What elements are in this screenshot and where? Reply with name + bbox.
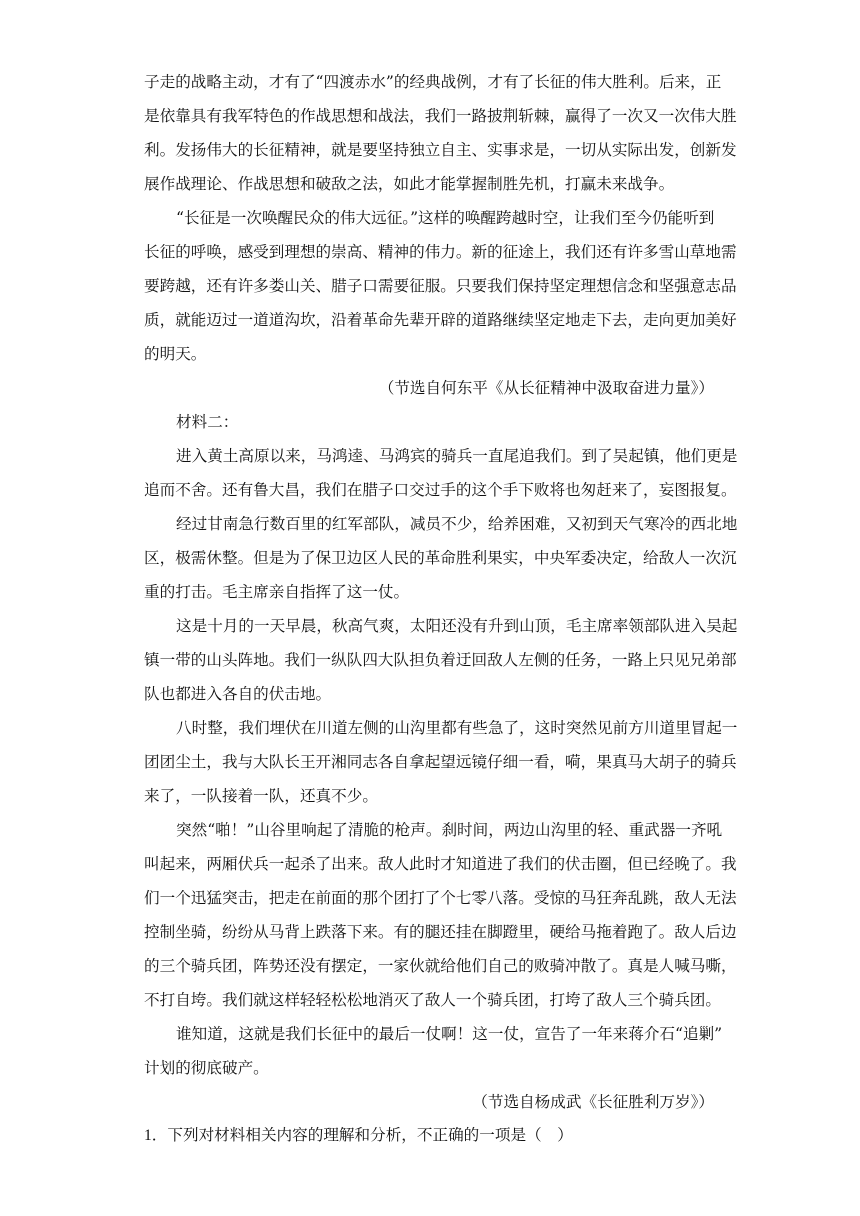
text-line: 队也都进入各自的伏击地。 bbox=[144, 685, 332, 703]
text-line: 谁知道，这就是我们长征中的最后一仗啊！这一仗，宣告了一年来蒋介石“追剿” bbox=[176, 1025, 723, 1043]
text-line: 追而不舍。还有鲁大昌，我们在腊子口交过手的这个手下败将也匆赶来了，妄图报复。 bbox=[144, 481, 737, 499]
text-line: 重的打击。毛主席亲自指挥了这一仗。 bbox=[144, 583, 410, 601]
text-line: 的明天。 bbox=[144, 345, 207, 363]
text-line: 们一个迅猛突击，把走在前面的那个团打了个七零八落。受惊的马狂奔乱跳，敌人无法 bbox=[144, 889, 737, 907]
text-line: 子走的战略主动，才有了“四渡赤水”的经典战例，才有了长征的伟大胜利。后来，正 bbox=[144, 73, 722, 91]
text-line: 八时整，我们埋伏在川道左侧的山沟里都有些急了，这时突然见前方川道里冒起一 bbox=[176, 719, 738, 737]
text-line: 利。发扬伟大的长征精神，就是要坚持独立自主、实事求是，一切从实际出发，创新发 bbox=[144, 141, 737, 159]
text-line: 不打自垮。我们就这样轻轻松松地消灭了敌人一个骑兵团，打垮了敌人三个骑兵团。 bbox=[144, 991, 721, 1009]
text-line: 控制坐骑，纷纷从马背上跌落下来。有的腿还挂在脚蹬里，硬给马拖着跑了。敌人后边 bbox=[144, 923, 737, 941]
text-line: “长征是一次唤醒民众的伟大远征。”这样的唤醒跨越时空，让我们至今仍能听到 bbox=[176, 209, 715, 227]
source-citation: （节选自杨成武《长征胜利万岁》） bbox=[472, 1093, 714, 1111]
text-line: 区，极需休整。但是为了保卫边区人民的革命胜利果实，中央军委决定，给敌人一次沉 bbox=[144, 549, 737, 567]
text-line: 计划的彻底破产。 bbox=[144, 1059, 269, 1077]
text-line: 质，就能迈过一道道沟坎，沿着革命先辈开辟的道路继续坚定地走下去，走向更加美好 bbox=[144, 311, 737, 329]
text-line: 展作战理论、作战思想和破敌之法，如此才能掌握制胜先机，打赢未来战争。 bbox=[144, 175, 675, 193]
text-line: 进入黄土高原以来，马鸿逵、马鸿宾的骑兵一直尾追我们。到了吴起镇，他们更是 bbox=[176, 447, 738, 465]
text-line: 经过甘南急行数百里的红军部队，减员不少，给养困难，又初到天气寒冷的西北地 bbox=[176, 515, 738, 533]
text-line: 这是十月的一天早晨，秋高气爽，太阳还没有升到山顶，毛主席率领部队进入吴起 bbox=[176, 617, 738, 635]
text-line: 是依靠具有我军特色的作战思想和战法，我们一路披荆斩棘，赢得了一次又一次伟大胜 bbox=[144, 107, 737, 125]
text-line: 突然“啪！”山谷里响起了清脆的枪声。刹时间，两边山沟里的轻、重武器一齐吼 bbox=[176, 821, 723, 839]
text-line: 叫起来，两厢伏兵一起杀了出来。敌人此时才知道进了我们的伏击圈，但已经晚了。我 bbox=[144, 855, 737, 873]
section-heading: 材料二： bbox=[176, 413, 239, 431]
source-citation: （节选自何东平《从长征精神中汲取奋进力量》） bbox=[378, 379, 714, 397]
text-line: 镇一带的山头阵地。我们一纵队四大队担负着迂回敌人左侧的任务，一路上只见兄弟部 bbox=[144, 651, 737, 669]
question-text: 1．下列对材料相关内容的理解和分析，不正确的一项是（ ） bbox=[144, 1127, 573, 1144]
text-line: 团团尘土，我与大队长王开湘同志各自拿起望远镜仔细一看，嗬，果真马大胡子的骑兵 bbox=[144, 753, 737, 771]
text-line: 来了，一队接着一队，还真不少。 bbox=[144, 787, 378, 805]
text-line: 要跨越，还有许多娄山关、腊子口需要征服。只要我们保持坚定理想信念和坚强意志品 bbox=[144, 277, 737, 295]
text-line: 长征的呼唤，感受到理想的崇高、精神的伟力。新的征途上，我们还有许多雪山草地需 bbox=[144, 243, 737, 261]
text-line: 的三个骑兵团，阵势还没有摆定，一家伙就给他们自己的败骑冲散了。真是人喊马嘶， bbox=[144, 957, 737, 975]
